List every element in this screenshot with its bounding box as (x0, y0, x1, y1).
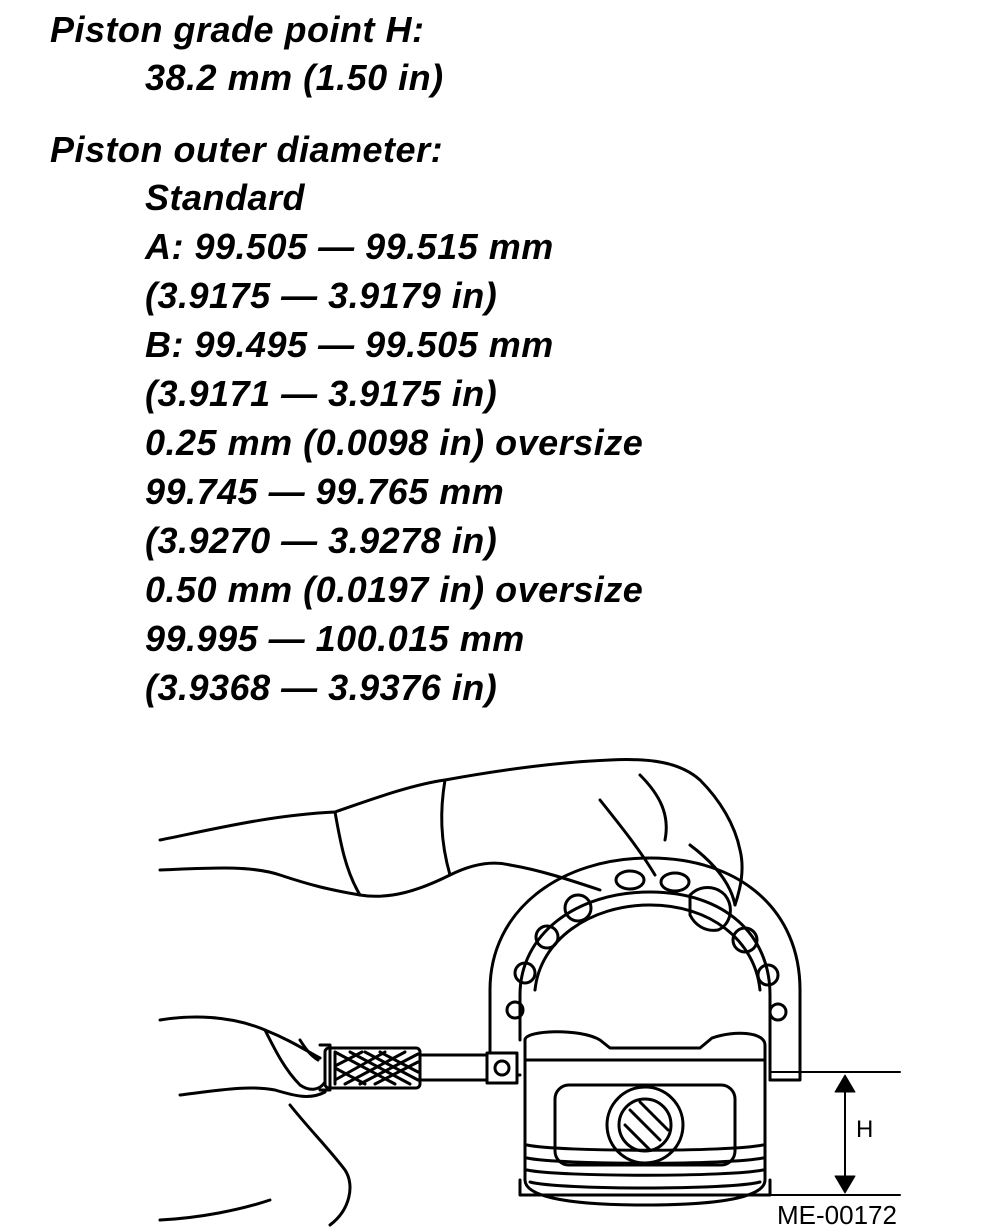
grade-point-heading: Piston grade point H: (50, 9, 425, 50)
oversize-025-in: (3.9270 — 3.9278 in) (145, 520, 498, 561)
dimension-h-marker (770, 1072, 900, 1195)
micrometer-piston-illustration (0, 740, 1008, 1230)
standard-label: Standard (145, 177, 306, 218)
lower-hand-drawing (160, 1017, 350, 1225)
oversize-050-in: (3.9368 — 3.9376 in) (145, 667, 498, 708)
dimension-h-label: H (856, 1116, 874, 1143)
micrometer-spindle (320, 1045, 517, 1090)
oversize-025-mm: 99.745 — 99.765 mm (145, 471, 505, 512)
grade-a-mm: A: 99.505 — 99.515 mm (145, 226, 554, 267)
grade-a-in: (3.9175 — 3.9179 in) (145, 275, 498, 316)
oversize-050-mm: 99.995 — 100.015 mm (145, 618, 525, 659)
outer-diameter-heading: Piston outer diameter: (50, 129, 444, 170)
figure-id-label: ME-00172 (777, 1200, 897, 1230)
grade-b-mm: B: 99.495 — 99.505 mm (145, 324, 554, 365)
grade-point-value: 38.2 mm (1.50 in) (145, 57, 444, 98)
grade-b-in: (3.9171 — 3.9175 in) (145, 373, 498, 414)
oversize-050-label: 0.50 mm (0.0197 in) oversize (145, 569, 644, 610)
oversize-025-label: 0.25 mm (0.0098 in) oversize (145, 422, 644, 463)
piston-drawing (520, 1032, 770, 1205)
